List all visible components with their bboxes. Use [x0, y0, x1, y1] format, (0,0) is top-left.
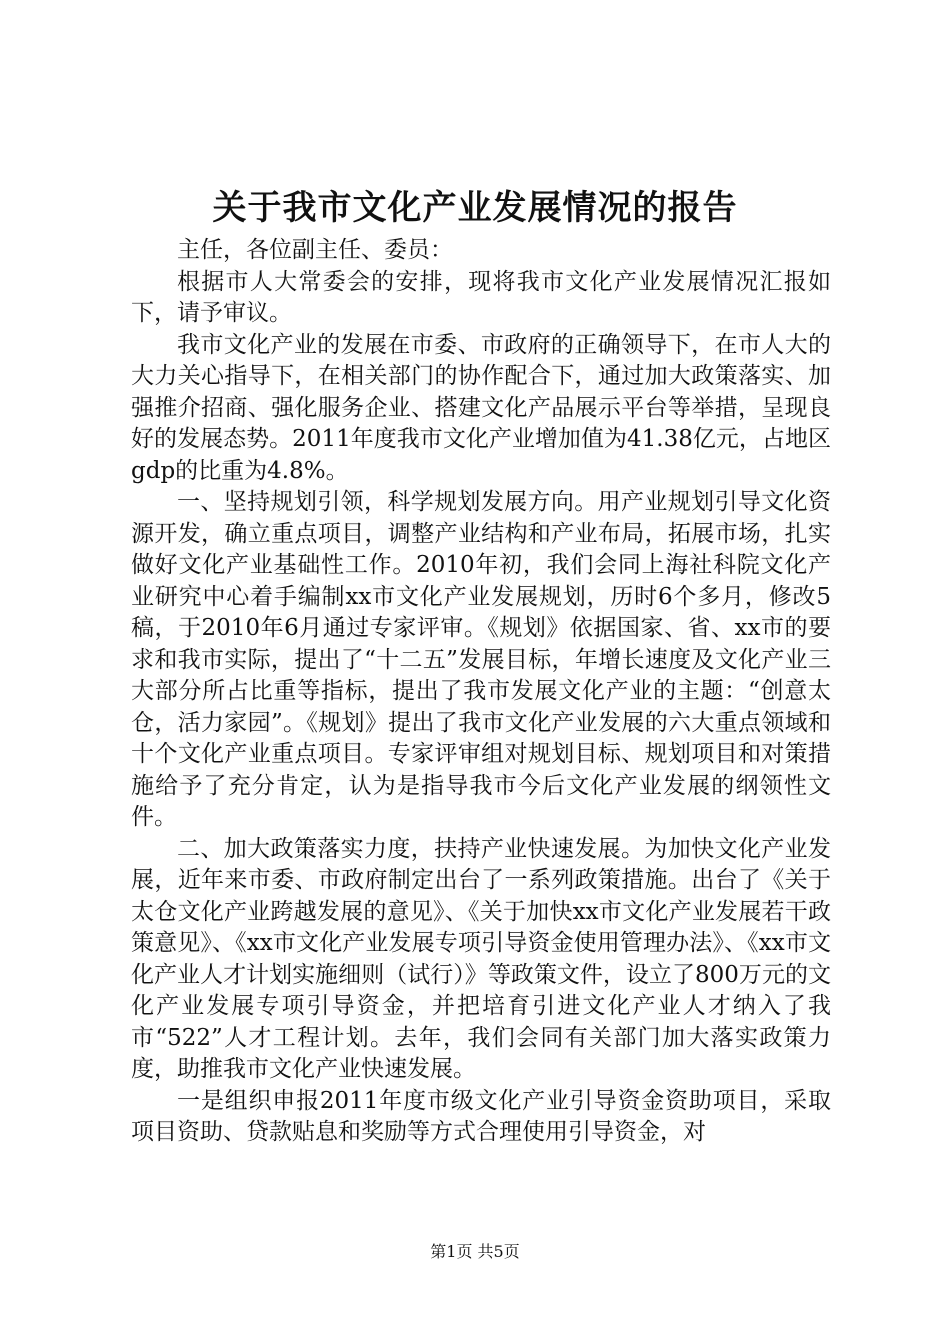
intro-paragraph: 根据市人大常委会的安排，现将我市文化产业发展情况汇报如下，请予审议。 — [131, 268, 831, 326]
section-two-paragraph: 二、加大政策落实力度，扶持产业快速发展。为加快文化产业发展，近年来市委、市政府制定出台了一系列政策措施。出台了《关于太仓文化产业跨越发展的意见》、《关于加快xx市文化产业发展若干政策意见》、《xx市文化产业发展专项引导资金使用管理办法》、《xx市文化产业人才计划实施细则（试行）》等政策文件，设立了800万元的文化产业发展专项引导资金，并把培育引进文化产业人才纳入了我市“522”人才工程计划。去年，我们会同有关部门加大落实政策力度，助推我市文化产业快速发展。 — [131, 835, 831, 1082]
salutation-paragraph: 主任，各位副主任、委员： — [177, 237, 453, 263]
section-one-paragraph: 一、坚持规划引领，科学规划发展方向。用产业规划引导文化资源开发，确立重点项目，调整产业结构和产业布局，拓展市场，扎实做好文化产业基础性工作。2010年初，我们会同上海社科院文化产业研究中心着手编制xx市文化产业发展规划，历时6个多月，修改5稿，于2010年6月通过专家评审。《规划》依据国家、省、xx市的要求和我市实际，提出了“十二五”发展目标，年增长速度及文化产业三大部分所占比重等指标，提出了我市发展文化产业的主题：“创意太仓，活力家园”。《规划》提出了我市文化产业发展的六大重点领域和十个文化产业重点项目。专家评审组对规划目标、规划项目和对策措施给予了充分肯定，认为是指导我市今后文化产业发展的纲领性文件。 — [131, 489, 831, 830]
document-body — [131, 235, 831, 1149]
document-title: 关于我市文化产业发展情况的报告 — [212, 188, 738, 228]
page-number-footer: 第1页 共5页 — [430, 1242, 520, 1261]
item-one-paragraph: 一是组织申报2011年度市级文化产业引导资金资助项目，采取项目资助、贷款贴息和奖励等方式合理使用引导资金，对 — [131, 1087, 831, 1145]
overview-paragraph: 我市文化产业的发展在市委、市政府的正确领导下，在市人大的大力关心指导下，在相关部门的协作配合下，通过加大政策落实、加强推介招商、强化服务企业、搭建文化产品展示平台等举措，呈现良好的发展态势。2011年度我市文化产业增加值为41.38亿元，占地区gdp的比重为4.8%。 — [131, 331, 831, 484]
